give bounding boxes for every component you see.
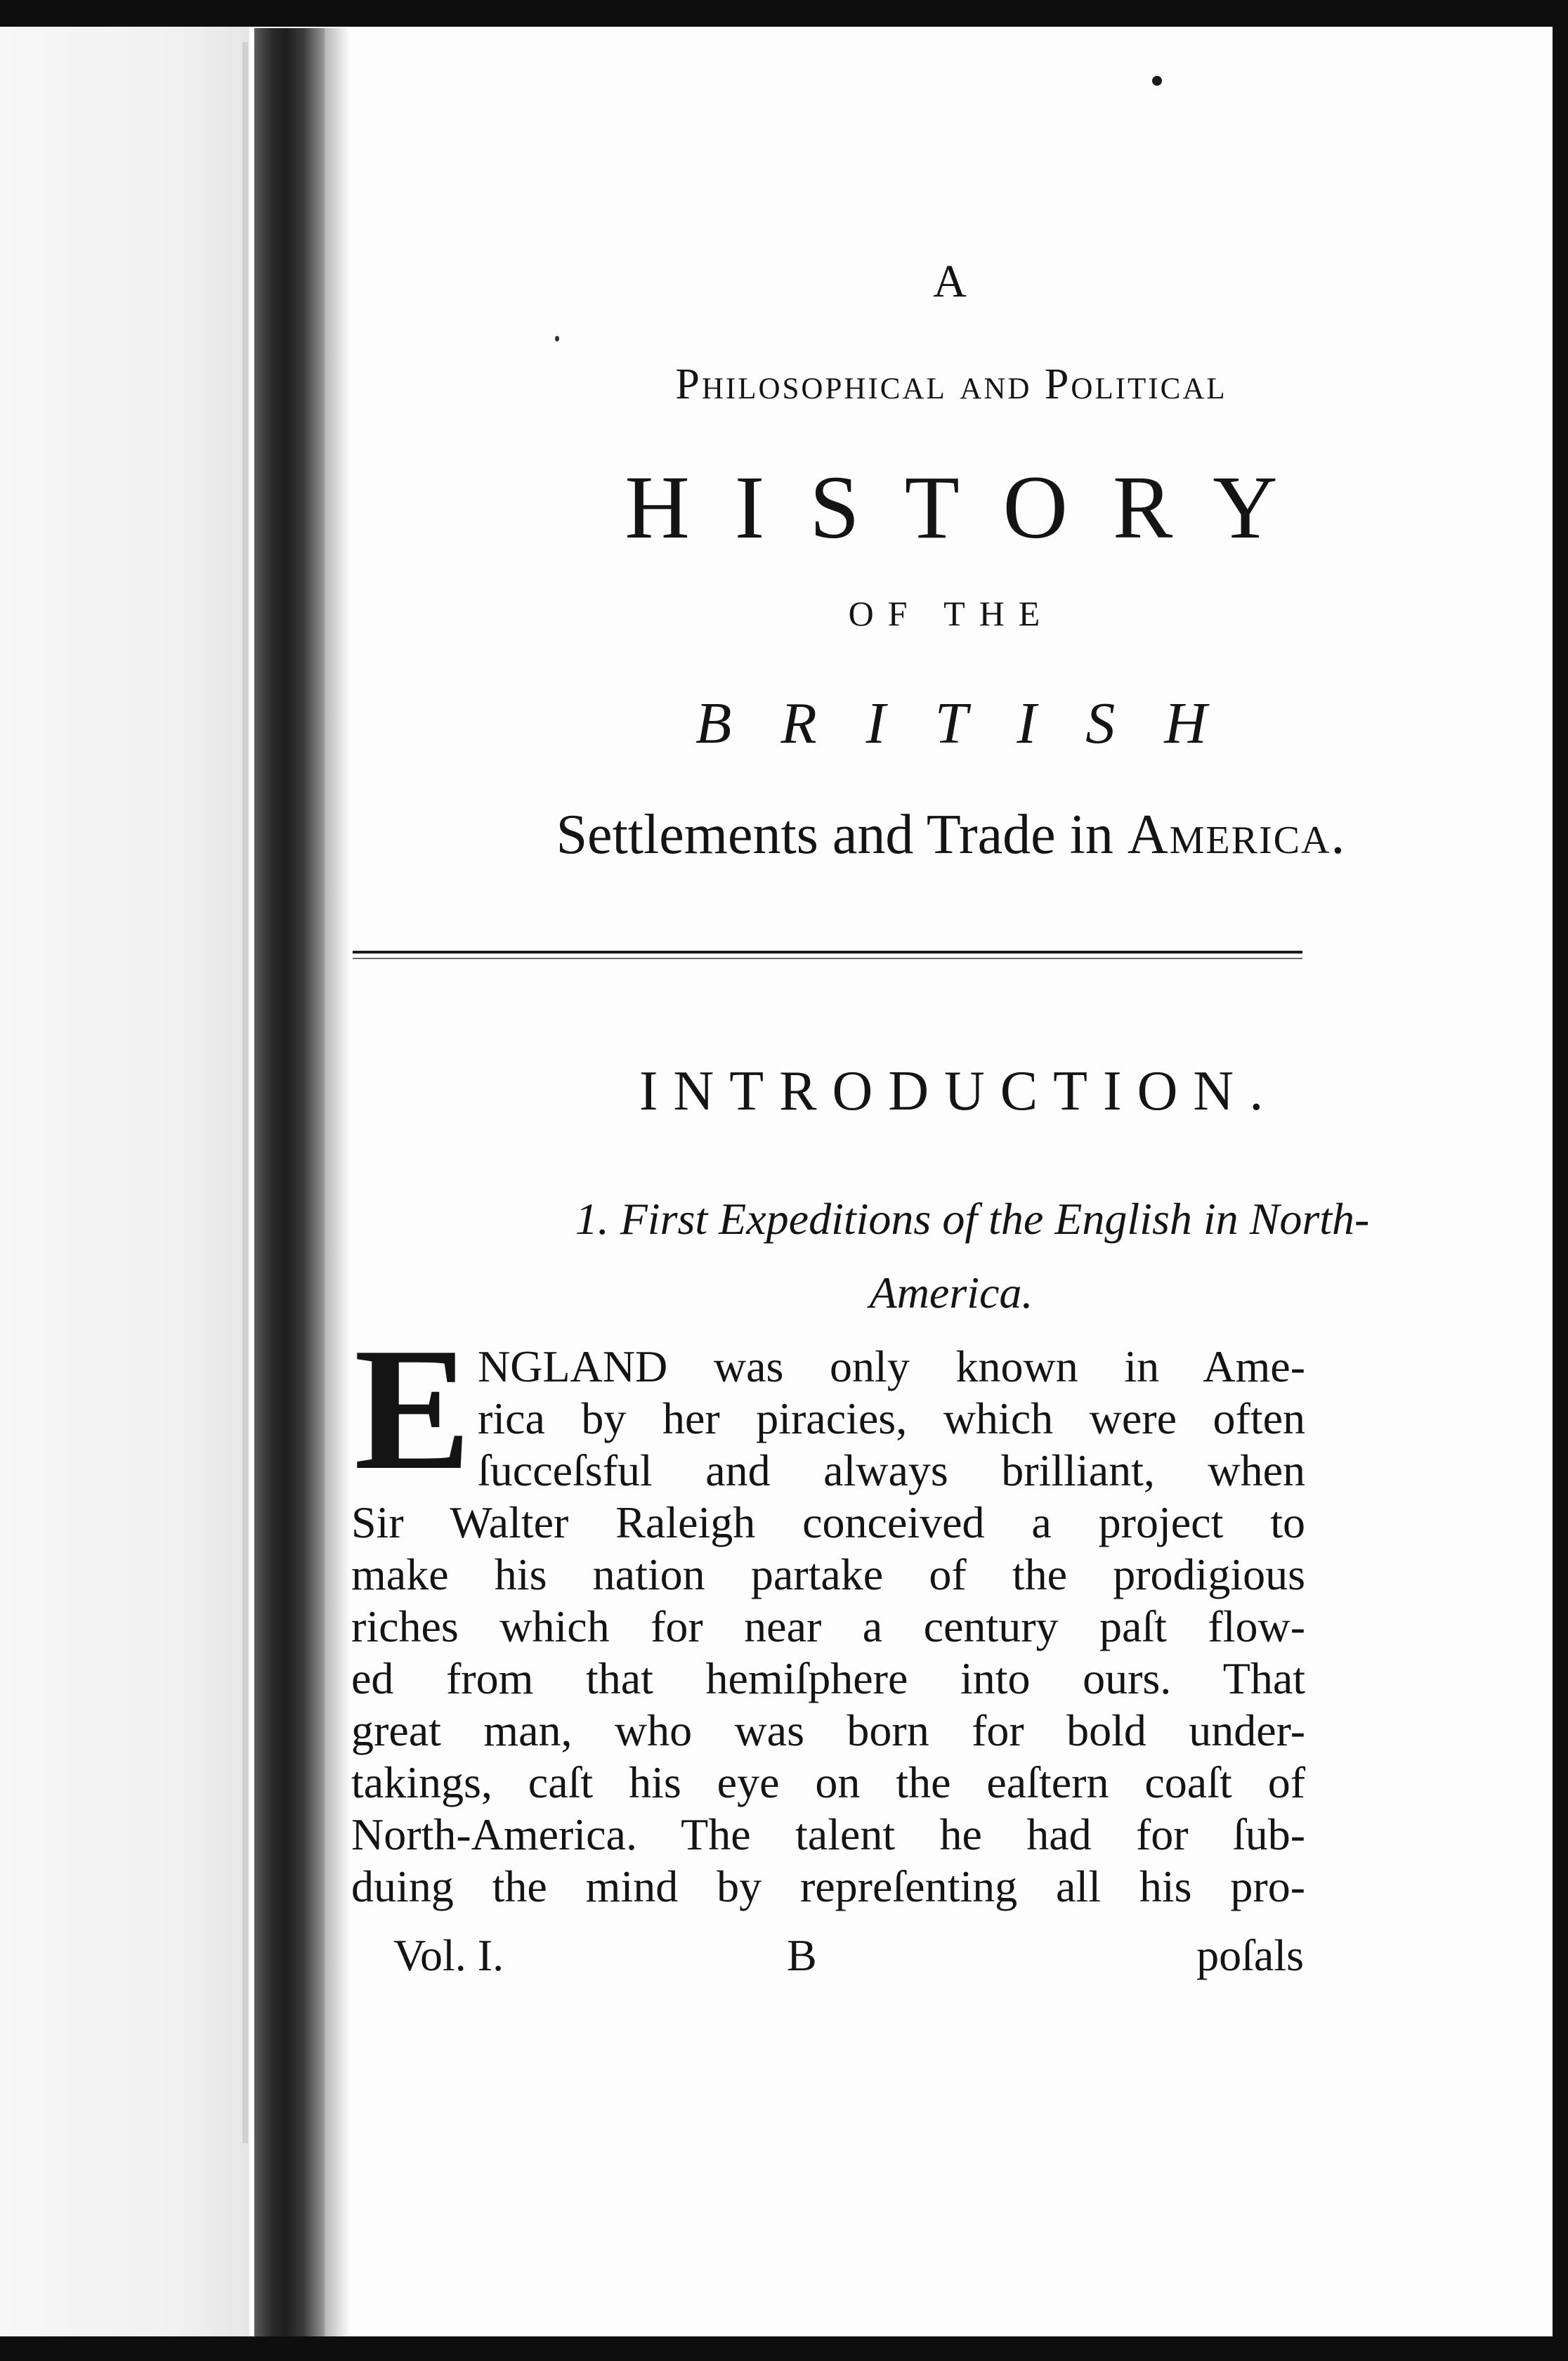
title-page: [351, 27, 1551, 2336]
title-british: BRITISH: [695, 691, 1256, 756]
ink-speck: [555, 336, 559, 342]
scan-border-right: [1553, 0, 1568, 2361]
introduction-heading: INTRODUCTION.: [639, 1060, 1279, 1122]
title-main: HISTORY: [625, 457, 1323, 557]
left-page-edge: [242, 42, 248, 2143]
ink-speck: [1152, 76, 1162, 86]
catchword: poſals: [1196, 1930, 1304, 1980]
body-line: ed from that hemiſphere into ours. That: [351, 1653, 1305, 1703]
body-line: Sir Walter Raleigh conceived a project to: [351, 1497, 1305, 1547]
title-article: A: [933, 256, 969, 307]
subtitle-plain: Settlements and Trade in: [556, 804, 1113, 866]
body-line: riches which for near a century paſt flow-: [351, 1601, 1305, 1651]
title-descriptor: Philosophical and Political: [675, 360, 1227, 408]
body-line: North-America. The talent he had for ſub-: [351, 1809, 1305, 1859]
title-subtitle: [351, 804, 1551, 866]
body-line: ſucceſsful and always brilliant, when: [478, 1445, 1305, 1495]
body-line: make his nation partake of the prodigious: [351, 1549, 1305, 1599]
subtitle-caps: America.: [1127, 804, 1347, 866]
section-title-line-1: 1. First Expeditions of the English in North-: [575, 1194, 1370, 1244]
body-line: great man, who was born for bold under-: [351, 1705, 1305, 1755]
page-footer: [393, 1931, 1304, 1980]
body-line: rica by her piracies, which were often: [478, 1393, 1305, 1443]
body-text: [351, 1312, 1305, 1913]
drop-cap: E: [354, 1312, 471, 1507]
scan-border-bottom: [0, 2336, 1568, 2361]
section-title-line-2: America.: [869, 1268, 1033, 1318]
body-line: duing the mind by repreſenting all his pro-: [351, 1861, 1305, 1911]
signature-mark: B: [787, 1930, 817, 1980]
scan-border-top: [0, 0, 1568, 27]
gutter-shadow: [325, 28, 350, 2336]
body-line: takings, caſt his eye on the eaſtern coaſt of: [351, 1757, 1305, 1807]
body-line: NGLAND was only known in Ame-: [478, 1341, 1305, 1391]
left-facing-page: [0, 0, 249, 2361]
volume-number: Vol. I.: [393, 1930, 504, 1980]
title-of-the: OF THE: [848, 594, 1054, 633]
book-gutter: [254, 28, 325, 2336]
title-rule: [353, 951, 1302, 959]
